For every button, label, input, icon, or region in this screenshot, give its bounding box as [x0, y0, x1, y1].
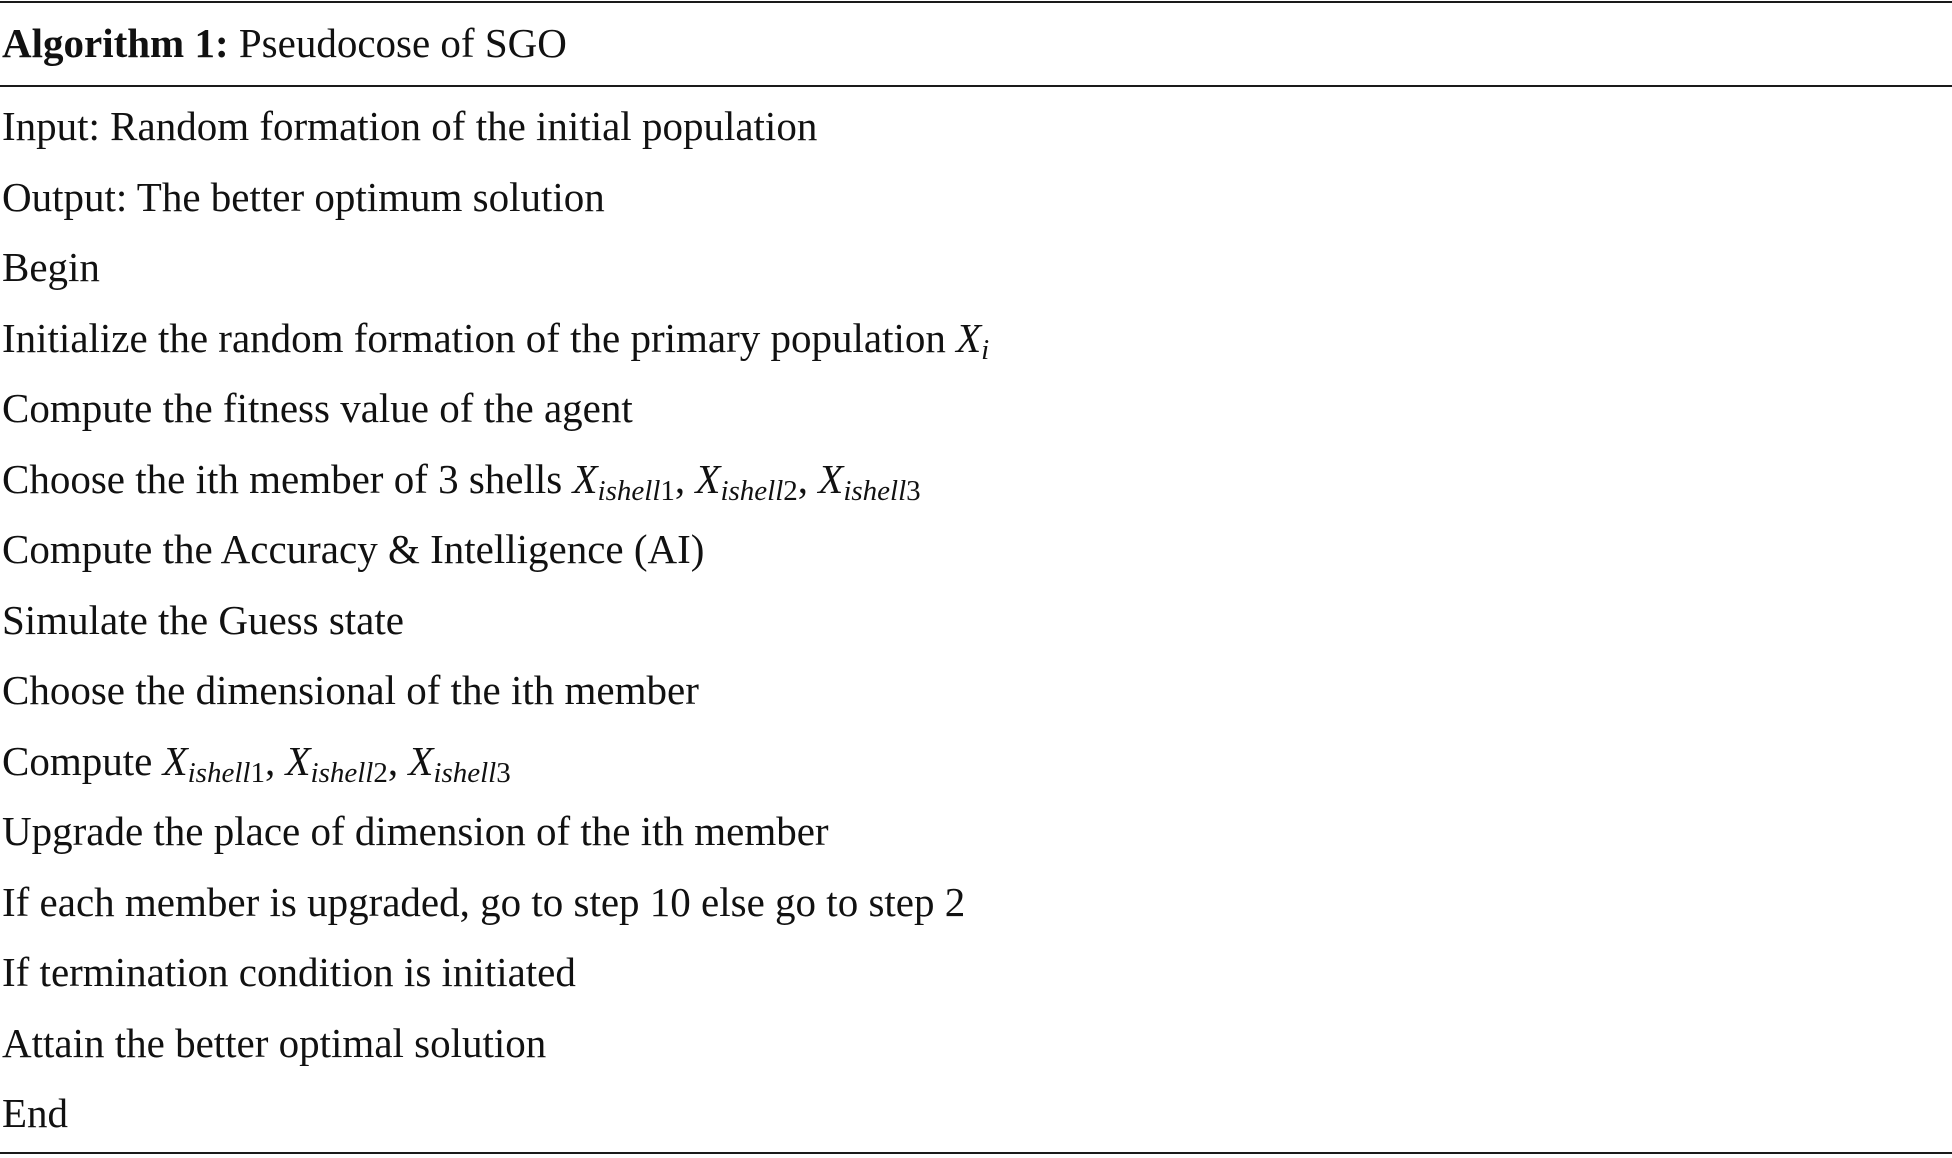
var-subscript-number: 2	[373, 756, 388, 789]
step-text: Compute the fitness value of the agent	[2, 385, 633, 431]
var-subscript-number: 3	[906, 474, 921, 507]
step-text: Choose the dimensional of the ith member	[2, 667, 699, 713]
var-symbol: X	[572, 455, 598, 502]
var-subscript: ishell	[433, 756, 497, 789]
step-14	[2, 1017, 989, 1088]
step-text: Attain the better optimal solution	[2, 1019, 547, 1066]
var-subscript: ishell	[310, 756, 374, 789]
top-rule	[0, 1, 1952, 3]
caption-rule	[0, 85, 1952, 87]
step-15	[2, 1087, 989, 1158]
var-subscript-number: 1	[250, 756, 265, 789]
var-symbol: X	[818, 455, 844, 502]
step-text: Compute	[2, 737, 163, 784]
step-text: End	[2, 1090, 69, 1136]
math-var	[818, 455, 921, 507]
var-subscript-number: 3	[496, 756, 511, 789]
var-subscript: i	[981, 333, 990, 366]
var-symbol: X	[162, 737, 188, 784]
var-subscript-number: 1	[660, 474, 675, 507]
var-subscript: ishell	[720, 474, 784, 507]
step-4	[2, 312, 989, 383]
step-2	[2, 171, 989, 242]
step-10	[2, 735, 989, 806]
step-text: If termination condition is initiated	[2, 949, 576, 995]
var-separator: ,	[797, 455, 819, 502]
step-3	[2, 241, 989, 312]
step-5	[2, 382, 989, 453]
step-text: If each member is upgraded, go to step 10 else go to step 2	[2, 878, 966, 925]
step-1	[2, 100, 989, 171]
step-text: Begin	[2, 244, 100, 290]
var-separator: ,	[674, 455, 696, 502]
var-symbol: X	[695, 455, 721, 502]
algorithm-title: Pseudocose of SGO	[238, 20, 567, 66]
var-subscript-number: 2	[783, 474, 798, 507]
math-var	[408, 737, 511, 789]
step-text: Upgrade the place of dimension of the ith member	[2, 808, 829, 854]
step-text: Choose the ith member of 3 shells	[2, 455, 573, 502]
algorithm-caption	[2, 18, 567, 68]
step-text: Input: Random formation of the initial population	[2, 103, 818, 149]
var-subscript: ishell	[843, 474, 907, 507]
algorithm-label: Algorithm 1:	[2, 20, 229, 66]
step-text: Compute the Accuracy & Intelligence (AI)	[2, 526, 705, 572]
var-separator: ,	[387, 737, 409, 784]
math-var	[162, 737, 265, 789]
var-symbol: X	[408, 737, 434, 784]
math-var	[572, 455, 675, 507]
var-separator: ,	[264, 737, 286, 784]
math-var	[956, 314, 990, 366]
step-8	[2, 594, 989, 665]
math-var	[285, 737, 388, 789]
step-text: Simulate the Guess state	[2, 596, 404, 643]
step-9	[2, 664, 989, 735]
var-subscript: ishell	[187, 756, 251, 789]
step-text: Output: The better optimum solution	[2, 173, 605, 220]
step-6	[2, 453, 989, 524]
var-subscript: ishell	[597, 474, 661, 507]
math-var	[695, 455, 798, 507]
step-13	[2, 946, 989, 1017]
var-symbol: X	[956, 314, 982, 361]
step-11	[2, 805, 989, 876]
step-12	[2, 876, 989, 947]
step-text: Initialize the random formation of the primary population	[2, 314, 957, 361]
bottom-rule	[0, 1152, 1952, 1154]
step-7	[2, 523, 989, 594]
algorithm-steps	[2, 100, 989, 1158]
var-symbol: X	[285, 737, 311, 784]
